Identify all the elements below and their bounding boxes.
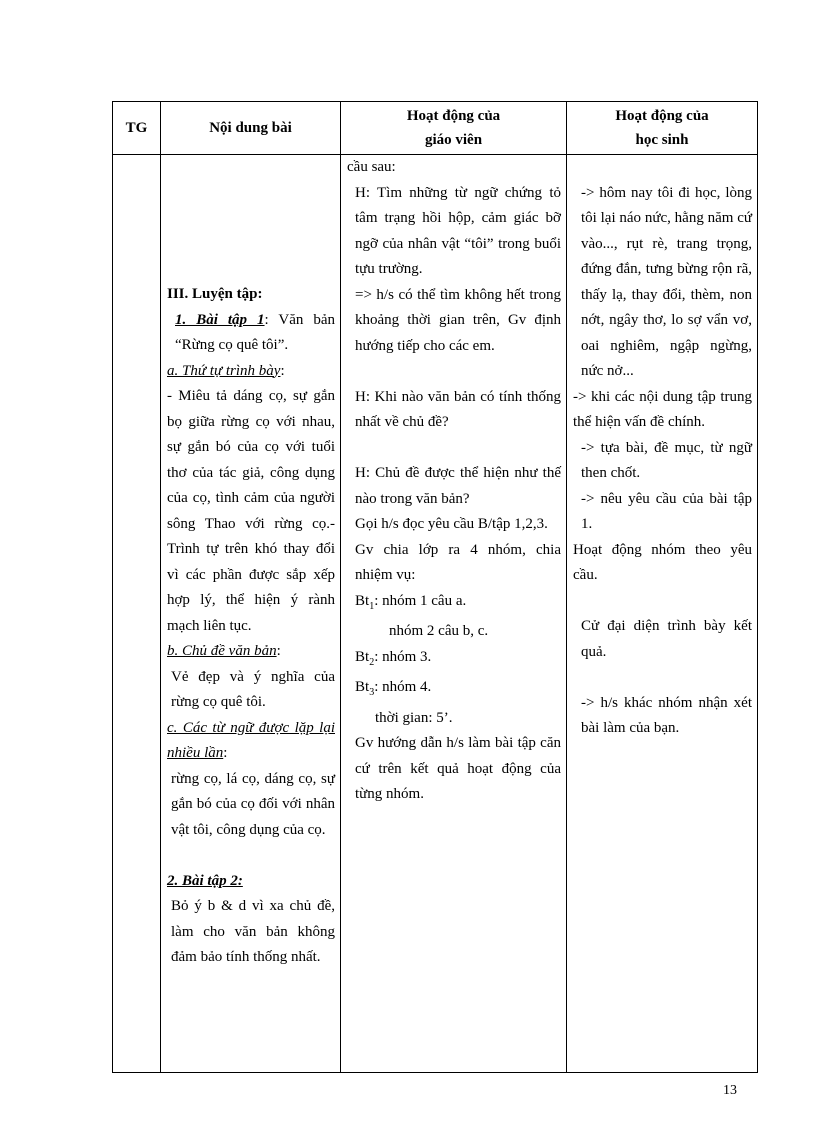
teacher-p7: Gv chia lớp ra 4 nhóm, chia nhiệm vụ: <box>355 541 561 583</box>
cell-content <box>161 155 341 1073</box>
header-teacher-line1: Hoạt động của <box>406 108 501 124</box>
bt1-text: : nhóm 1 câu a. <box>374 592 467 609</box>
student-p6: Cử đại diện trình bày kết quả. <box>581 618 752 660</box>
teacher-bt1-line2: nhóm 2 câu b, c. <box>389 623 489 639</box>
header-content: Nội dung bài <box>161 102 341 155</box>
student-p5: Hoạt động nhóm theo yêu cầu. <box>573 541 752 583</box>
exercise-1-label: 1. Bài tập 1 <box>175 311 265 328</box>
exercise-1 <box>167 308 335 359</box>
student-p1: -> hôm nay tôi đi học, lòng tôi lại náo nức, hằng năm cứ vào..., rụt rè, trang trọng, đứng đắn, tưng bừng rộn rã, thấy lạ, thay đổi, thèm, non nớt, ngây thơ, lo sợ vẩn vơ, oai nghiêm, ngập ngừng, nức nở... <box>581 184 752 379</box>
item-c-heading <box>167 716 335 767</box>
lesson-table <box>112 101 758 1073</box>
page-number: 13 <box>723 1083 737 1098</box>
item-c-colon: : <box>223 745 228 761</box>
table-row <box>113 155 758 1073</box>
header-teacher <box>341 102 567 155</box>
item-b-text: Vẻ đẹp và ý nghĩa của rừng cọ quê tôi. <box>171 668 335 710</box>
student-p4: -> nêu yêu cầu của bài tập 1. <box>581 490 752 532</box>
student-p2: -> khi các nội dung tập trung thể hiện vấn đề chính. <box>573 388 752 430</box>
bt2-sub: 2 <box>369 656 375 668</box>
bt3-text: : nhóm 4. <box>374 679 432 695</box>
bt3-prefix: Bt <box>355 679 370 695</box>
item-c-label: c. Các từ ngữ được lặp lại nhiều lần <box>167 719 335 761</box>
item-b-colon: : <box>276 643 281 659</box>
cell-teacher <box>341 155 567 1073</box>
item-a-colon: : <box>280 362 285 379</box>
teacher-p6: Gọi h/s đọc yêu cầu B/tập 1,2,3. <box>355 516 548 532</box>
bt1-sub: 1 <box>369 600 375 612</box>
item-c-text: rừng cọ, lá cọ, dáng cọ, sự gắn bó của cọ đối với nhân vật tôi, công dụng của cọ. <box>171 770 335 838</box>
header-teacher-line2: giáo viên <box>424 132 483 148</box>
teacher-p2: H: Tìm những từ ngữ chứng tỏ tâm trạng hồi hộp, cảm giác bỡ ngỡ của nhân vật “tôi” trong buổi tựu trường. <box>355 184 561 277</box>
header-student-line2: học sinh <box>635 132 689 148</box>
student-p3: -> tựa bài, đề mục, từ ngữ then chốt. <box>581 439 752 481</box>
header-tg: TG <box>113 102 161 155</box>
teacher-p3: => h/s có thể tìm không hết trong khoảng thời gian trên, Gv định hướng tiếp cho các em. <box>355 286 561 354</box>
teacher-bt3 <box>347 675 561 706</box>
bt3-sub: 3 <box>369 687 375 698</box>
header-student <box>567 102 758 155</box>
teacher-time: thời gian: 5’. <box>375 709 453 726</box>
item-a-label: a. Thứ tự trình bày <box>167 362 281 379</box>
teacher-bt2 <box>347 645 561 676</box>
teacher-p8: Gv hướng dẫn h/s làm bài tập căn cứ trên kết quả hoạt động của từng nhóm. <box>355 735 561 802</box>
teacher-bt1 <box>347 589 561 620</box>
student-p7: -> h/s khác nhóm nhận xét bài làm của bạn. <box>581 694 752 736</box>
item-a-text: - Miêu tả dáng cọ, sự gắn bọ giữa rừng cọ với nhau, sự gắn bó của cọ với tuổi thơ của tác giả, công dụng của cọ, tình cảm của người sông Thao với rừng cọ.- Trình tự trên khó thay đổi vì các phần được sắp xếp hợp lý, thể hiện ý rành mạch liên tục. <box>167 388 335 634</box>
teacher-p1: cầu sau: <box>347 159 396 175</box>
bt2-prefix: Bt <box>355 648 370 665</box>
table-header-row <box>113 102 758 155</box>
section-heading: III. Luyện tập: <box>167 286 263 302</box>
item-b-label: b. Chủ đề văn bản <box>167 643 277 659</box>
exercise-1-text: : Văn bản “Rừng cọ quê tôi”. <box>175 311 336 353</box>
bt2-text: : nhóm 3. <box>374 648 432 665</box>
item-b-heading <box>167 639 335 665</box>
cell-student <box>567 155 758 1073</box>
teacher-p5: H: Chủ đề được thể hiện như thế nào trong văn bản? <box>355 465 561 507</box>
exercise-2-label: 2. Bài tập 2: <box>167 872 243 889</box>
cell-tg <box>113 155 161 1073</box>
header-student-line1: Hoạt động của <box>615 108 709 124</box>
teacher-p4: H: Khi nào văn bản có tính thống nhất về chủ đề? <box>355 388 561 430</box>
item-a-heading <box>167 359 335 385</box>
exercise-2-text: Bỏ ý b & d vì xa chủ đề, làm cho văn bản không đảm bảo tính thống nhất. <box>171 898 335 965</box>
bt1-prefix: Bt <box>355 592 370 609</box>
